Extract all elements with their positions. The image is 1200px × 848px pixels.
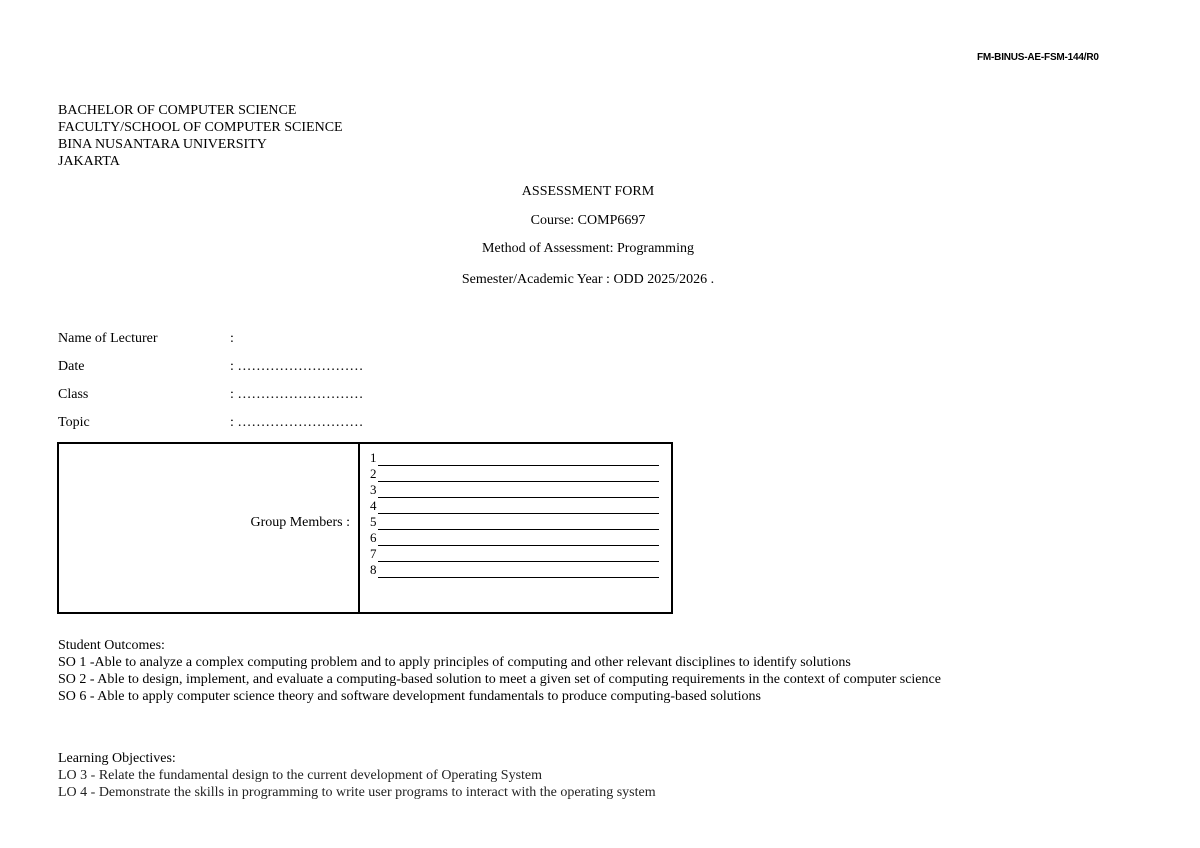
date-value: : ……………………… <box>230 359 364 374</box>
semester-line: Semester/Academic Year : ODD 2025/2026 . <box>461 272 715 287</box>
member-blank <box>378 501 659 514</box>
member-row <box>370 546 659 562</box>
class-value: : ……………………… <box>230 387 364 402</box>
institution-line: JAKARTA <box>58 154 120 169</box>
class-label: Class <box>58 387 89 402</box>
member-blank <box>378 453 659 466</box>
member-number: 1 <box>370 450 377 465</box>
institution-line: BINA NUSANTARA UNIVERSITY <box>58 137 267 152</box>
objective-item: LO 3 - Relate the fundamental design to the current development of Operating System <box>58 768 543 783</box>
institution-line: FACULTY/SCHOOL OF COMPUTER SCIENCE <box>58 120 343 135</box>
member-number: 5 <box>370 514 377 529</box>
institution-line: BACHELOR OF COMPUTER SCIENCE <box>58 103 297 118</box>
member-blank <box>378 517 659 530</box>
member-row <box>370 466 659 482</box>
outcome-item: SO 1 -Able to analyze a complex computing problem and to apply principles of computing and other relevant disciplines to identify solutions <box>58 655 851 670</box>
topic-label: Topic <box>58 415 90 430</box>
topic-value: : ……………………… <box>230 415 364 430</box>
member-row <box>370 514 659 530</box>
member-number: 4 <box>370 498 377 513</box>
learning-objectives <box>58 750 656 801</box>
form-title: ASSESSMENT FORM <box>521 184 655 199</box>
member-row <box>370 450 659 466</box>
member-blank <box>378 565 659 578</box>
member-row <box>370 482 659 498</box>
learning-objectives-heading: Learning Objectives: <box>58 751 176 766</box>
lecturer-value: : <box>230 331 234 346</box>
outcome-item: SO 6 - Able to apply computer science theory and software development fundamentals to produce computing-based solutions <box>58 689 761 704</box>
form-code: FM-BINUS-AE-FSM-144/R0 <box>977 52 1099 63</box>
member-number: 8 <box>370 562 377 577</box>
member-blank <box>378 533 659 546</box>
member-number: 6 <box>370 530 377 545</box>
member-row <box>370 530 659 546</box>
group-members-label: Group Members : <box>250 515 350 530</box>
member-number: 3 <box>370 482 377 497</box>
group-members-table <box>57 442 673 614</box>
member-blank <box>378 549 659 562</box>
group-members-list <box>370 450 659 578</box>
institution-block <box>58 102 343 170</box>
member-row <box>370 498 659 514</box>
group-members-label-cell <box>59 444 360 612</box>
student-outcomes-heading: Student Outcomes: <box>58 638 165 653</box>
member-number: 7 <box>370 546 377 561</box>
method-line: Method of Assessment: Programming <box>482 241 694 256</box>
member-blank <box>378 469 659 482</box>
member-number: 2 <box>370 466 377 481</box>
objective-item: LO 4 - Demonstrate the skills in programming to write user programs to interact with the operating system <box>58 785 656 800</box>
member-row <box>370 562 659 578</box>
student-outcomes <box>58 637 1138 705</box>
outcome-item: SO 2 - Able to design, implement, and evaluate a computing-based solution to meet a given set of computing requirements in the context of computer science <box>58 672 941 687</box>
course-line: Course: COMP6697 <box>530 213 646 228</box>
member-blank <box>378 485 659 498</box>
lecturer-label: Name of Lecturer <box>58 331 158 346</box>
date-label: Date <box>58 359 85 374</box>
